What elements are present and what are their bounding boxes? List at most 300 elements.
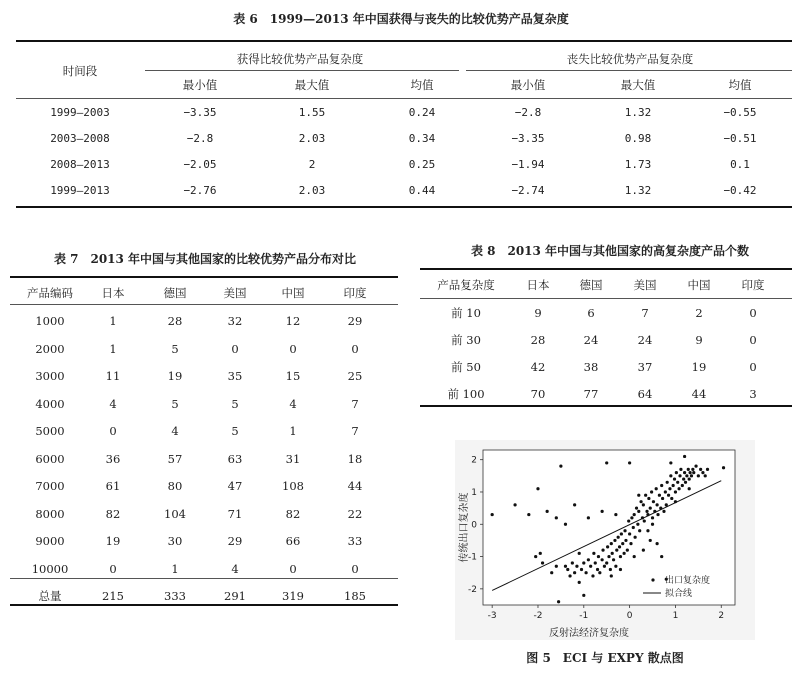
scatter-point: [603, 565, 606, 568]
scatter-point: [627, 519, 630, 522]
scatter-point: [491, 513, 494, 516]
table-8-bottom-rule: [420, 405, 792, 407]
table-6-cell-loss-max: 1.32: [624, 184, 652, 197]
scatter-point: [637, 494, 640, 497]
scatter-point: [620, 532, 623, 535]
scatter-point: [642, 549, 645, 552]
scatter-point: [592, 552, 595, 555]
table-7-header-cell: 日本: [101, 286, 125, 300]
scatter-point: [564, 565, 567, 568]
scatter-point: [584, 571, 587, 574]
scatter-point: [617, 536, 620, 539]
scatter-point: [678, 487, 681, 490]
table-7-cell: 0: [289, 561, 297, 576]
scatter-point: [653, 510, 656, 513]
table-8-header-cell: 中国: [687, 278, 711, 292]
table-7-cell: 7: [351, 396, 359, 411]
scatter-point: [644, 494, 647, 497]
scatter-point: [628, 461, 631, 464]
scatter-point: [688, 477, 691, 480]
scatter-point: [675, 471, 678, 474]
table-6-cell-loss-max: 1.73: [624, 158, 652, 171]
table-7-cell: 4: [171, 424, 179, 438]
table-7-header-rule: [10, 304, 398, 305]
table-6-cell-loss-mean: 0.1: [730, 158, 750, 171]
table-7-cell: 29: [227, 534, 243, 548]
table-8-cell: 0: [749, 306, 757, 320]
scatter-point: [650, 490, 653, 493]
table-6-header-loss-mean: 均值: [728, 78, 752, 92]
table-6-cell-loss-mean: −0.55: [723, 106, 757, 119]
table-7-cell: 19: [167, 369, 183, 383]
table-6-group-rule-gain: [145, 70, 459, 71]
table-7-cell: 5: [171, 396, 179, 411]
table-7-cell: 61: [105, 479, 121, 493]
scatter-point: [610, 574, 613, 577]
scatter-point: [555, 516, 558, 519]
scatter-point: [682, 477, 685, 480]
scatter-point: [688, 487, 691, 490]
scatter-point: [635, 507, 638, 510]
table-6-cell-loss-mean: −0.42: [723, 184, 757, 197]
table-8-cell: 28: [530, 333, 546, 347]
scatter-point: [668, 487, 671, 490]
scatter-point: [676, 481, 679, 484]
table-7-cell: 71: [227, 506, 243, 521]
scatter-point: [557, 600, 560, 603]
scatter-point: [614, 513, 617, 516]
table-7-cell: 12: [285, 314, 301, 328]
table-7-cell: 44: [347, 479, 363, 493]
table-6-cell-loss-max: 1.32: [624, 106, 652, 119]
scatter-point: [649, 507, 652, 510]
table-7-header-cell: 印度: [343, 286, 367, 300]
table-6-bottom-rule: [16, 206, 792, 208]
table-7-cell: 0: [231, 341, 239, 356]
table-6-top-rule: [16, 40, 792, 42]
figure-5-caption: 图 5 ECI 与 EXPY 散点图: [526, 651, 684, 665]
x-tick-label: 1: [672, 611, 679, 621]
scatter-point: [699, 468, 702, 471]
table-7-cell: 36: [105, 451, 121, 466]
table-7-caption: 表 7 2013 年中国与其他国家的比较优势产品分布对比: [53, 252, 357, 266]
table-7-cell: 18: [347, 451, 363, 466]
table-6-cell-gain-mean: 0.34: [408, 132, 436, 145]
scatter-point: [664, 490, 667, 493]
table-8-cell: 77: [583, 387, 599, 401]
table-8-header-rule: [420, 298, 792, 299]
table-7-header-cell: 美国: [223, 286, 247, 300]
scatter-point: [643, 519, 646, 522]
scatter-point: [587, 516, 590, 519]
scatter-point: [674, 500, 677, 503]
scatter-point: [534, 555, 537, 558]
table-7-cell: 32: [227, 314, 243, 328]
scatter-point: [687, 468, 690, 471]
table-6-cell-gain-min: −2.76: [183, 184, 217, 197]
y-tick-label: -2: [468, 584, 477, 595]
table-7-cell: 0: [289, 341, 297, 356]
scatter-point: [637, 510, 640, 513]
y-tick-label: -1: [468, 552, 477, 563]
x-tick-label: 0: [626, 611, 633, 621]
table-8-caption: 表 8 2013 年中国与其他国家的高复杂度产品个数: [470, 244, 750, 258]
table-6-cell-gain-min: −3.35: [183, 106, 217, 119]
table-6-header-gain-mean: 均值: [410, 78, 434, 92]
table-7-cell: 185: [344, 589, 366, 603]
scatter-point: [656, 542, 659, 545]
table-7-cell: 7000: [35, 479, 65, 493]
table-6-cell-gain-min: −2.05: [183, 158, 217, 171]
table-7-cell: 333: [164, 589, 186, 603]
table-8-cell: 38: [583, 360, 599, 374]
table-7-cell: 0: [109, 424, 117, 438]
scatter-point: [601, 510, 604, 513]
table-7-cell: 1000: [35, 314, 65, 328]
table-6-header-gain-max: 最大值: [294, 78, 330, 92]
table-6-cell-loss-min: −2.74: [511, 184, 545, 197]
scatter-point: [683, 471, 686, 474]
scatter-point: [614, 565, 617, 568]
table-8-cell: 前 100: [447, 387, 485, 401]
table-7-cell: 108: [282, 479, 304, 493]
table-7-header-cell: 产品编码: [27, 286, 73, 300]
table-7-total-rule: [10, 578, 398, 579]
table-7-cell: 7: [351, 424, 359, 438]
x-axis-label: 反射法经济复杂度: [549, 628, 629, 639]
scatter-point: [618, 545, 621, 548]
scatter-point: [660, 555, 663, 558]
table-7-cell: 215: [102, 589, 124, 603]
table-7-cell: 63: [227, 451, 243, 466]
scatter-point: [638, 529, 641, 532]
scatter-point: [613, 539, 616, 542]
table-7-cell: 5: [231, 424, 239, 438]
table-7-cell: 4000: [35, 396, 65, 411]
table-8-cell: 2: [695, 306, 703, 320]
scatter-point: [646, 529, 649, 532]
scatter-point: [619, 555, 622, 558]
scatter-point: [607, 555, 610, 558]
scatter-point: [546, 510, 549, 513]
scatter-point: [660, 484, 663, 487]
table-6-cell-period: 1999—2003: [50, 106, 110, 119]
scatter-point: [665, 503, 668, 506]
scatter-point: [623, 529, 626, 532]
table-7-cell: 66: [285, 534, 301, 548]
table-7-bottom-rule: [10, 604, 398, 606]
table-7-cell: 4: [289, 396, 297, 411]
table-7-cell: 6000: [35, 451, 65, 466]
scatter-point: [649, 539, 652, 542]
scatter-point: [578, 552, 581, 555]
scatter-point: [594, 561, 597, 564]
table-7-cell: 319: [282, 589, 304, 603]
scatter-point: [661, 497, 664, 500]
table-8-cell: 19: [691, 360, 707, 374]
scatter-point: [692, 471, 695, 474]
scatter-point: [697, 474, 700, 477]
scatter-point: [609, 568, 612, 571]
scatter-point: [628, 532, 631, 535]
y-tick-label: 0: [471, 520, 477, 531]
table-7-cell: 15: [285, 369, 301, 383]
scatter-point: [662, 510, 665, 513]
table-7-cell: 4: [231, 561, 239, 576]
scatter-point: [621, 542, 624, 545]
scatter-point: [605, 461, 608, 464]
scatter-point: [633, 513, 636, 516]
scatter-point: [690, 474, 693, 477]
table-7-cell: 28: [167, 314, 183, 328]
scatter-point: [536, 487, 539, 490]
scatter-point: [571, 561, 574, 564]
table-7-cell: 3000: [35, 369, 65, 383]
table-8-cell: 前 30: [451, 333, 481, 347]
scatter-point: [634, 536, 637, 539]
table-7-cell: 1: [109, 314, 117, 328]
scatter-point: [626, 549, 629, 552]
table-6-header-rule: [16, 98, 792, 99]
scatter-point: [575, 565, 578, 568]
x-tick-label: -2: [533, 611, 543, 621]
table-8-cell: 42: [530, 360, 546, 374]
scatter-point: [666, 481, 669, 484]
scatter-point: [651, 523, 654, 526]
scatter-point: [624, 539, 627, 542]
scatter-point: [619, 568, 622, 571]
table-8-cell: 44: [691, 387, 707, 401]
y-tick-label: 1: [471, 487, 477, 498]
table-7-cell: 29: [347, 314, 363, 328]
scatter-point: [639, 500, 642, 503]
y-axis-label: 传统出口复杂度: [459, 492, 470, 563]
table-7-cell: 1: [171, 561, 179, 576]
scatter-point: [630, 516, 633, 519]
table-7-cell: 25: [347, 369, 363, 383]
scatter-point: [615, 549, 618, 552]
table-7-cell: 30: [167, 534, 183, 548]
table-7-cell: 2000: [35, 341, 65, 356]
scatter-point: [642, 503, 645, 506]
scatter-point: [568, 574, 571, 577]
scatter-point: [539, 552, 542, 555]
table-8-cell: 37: [637, 360, 653, 374]
scatter-point: [633, 555, 636, 558]
table-7-header-cell: 中国: [281, 286, 305, 300]
table-7-cell: 291: [224, 589, 246, 603]
table-8-cell: 3: [749, 387, 757, 401]
scatter-point: [564, 523, 567, 526]
table-8-cell: 24: [637, 333, 653, 347]
table-8-header-cell: 德国: [579, 278, 603, 292]
scatter-point: [611, 552, 614, 555]
table-7-cell: 47: [227, 479, 243, 493]
table-7-cell: 9000: [35, 534, 65, 548]
scatter-point: [670, 497, 673, 500]
table-6-cell-period: 2008—2013: [50, 158, 110, 171]
scatter-point: [559, 465, 562, 468]
scatter-point: [655, 487, 658, 490]
scatter-point: [629, 542, 632, 545]
table-6-cell-loss-min: −3.35: [511, 132, 545, 145]
scatter-point: [646, 513, 649, 516]
scatter-point: [684, 481, 687, 484]
table-8-header-cell: 日本: [526, 278, 550, 292]
scatter-point: [605, 561, 608, 564]
scatter-point: [673, 477, 676, 480]
table-8-cell: 9: [695, 333, 703, 347]
table-8-cell: 70: [530, 387, 546, 401]
table-7-cell: 0: [351, 561, 359, 576]
scatter-point: [667, 494, 670, 497]
table-6-header-gain-min: 最小值: [182, 78, 218, 92]
table-7-cell: 5: [171, 341, 179, 356]
scatter-point: [587, 558, 590, 561]
table-6-cell-gain-max: 1.55: [298, 106, 326, 119]
scatter-point: [674, 490, 677, 493]
table-7-cell: 80: [167, 479, 183, 493]
scatter-point: [591, 574, 594, 577]
scatter-point: [573, 571, 576, 574]
table-7-cell: 8000: [35, 506, 65, 521]
table-8-cell: 7: [641, 306, 649, 320]
table-6-header-period: 时间段: [62, 64, 98, 78]
table-7-cell: 33: [347, 534, 363, 548]
scatter-point: [566, 568, 569, 571]
scatter-point: [656, 503, 659, 506]
table-7-cell: 31: [285, 451, 301, 466]
scatter-point: [601, 558, 604, 561]
scatter-point: [582, 594, 585, 597]
table-7-cell: 11: [105, 369, 121, 383]
scatter-point: [656, 513, 659, 516]
table-7-cell: 35: [227, 369, 243, 383]
table-6-header-loss-group: 丧失比较优势产品复杂度: [566, 52, 694, 66]
scatter-point: [541, 561, 544, 564]
table-7-cell: 4: [109, 396, 117, 411]
table-6-group-rule-loss: [466, 70, 792, 71]
scatter-point: [513, 503, 516, 506]
table-6-cell-gain-min: −2.8: [186, 132, 214, 145]
scatter-point: [578, 581, 581, 584]
table-7-cell: 1: [109, 341, 117, 356]
x-tick-label: -1: [579, 611, 589, 621]
table-7-top-rule: [10, 276, 398, 278]
y-tick-label: 2: [471, 455, 477, 466]
table-8-cell: 0: [749, 360, 757, 374]
scatter-point: [659, 507, 662, 510]
scatter-point: [645, 510, 648, 513]
legend-marker-points: [651, 578, 654, 581]
table-7-cell: 19: [105, 534, 121, 548]
table-8-cell: 0: [749, 333, 757, 347]
scatter-point: [601, 549, 604, 552]
scatter-point: [582, 561, 585, 564]
scatter-point: [685, 474, 688, 477]
table-7-cell: 104: [164, 506, 186, 521]
table-8-cell: 24: [583, 333, 599, 347]
scatter-point: [580, 568, 583, 571]
scatter-point: [651, 516, 654, 519]
table-6-cell-gain-max: 2.03: [298, 184, 326, 197]
scatter-point: [550, 571, 553, 574]
scatter-point: [691, 468, 694, 471]
scatter-point: [681, 484, 684, 487]
table-7-cell: 82: [105, 506, 121, 521]
scatter-point: [679, 468, 682, 471]
table-7-cell: 1: [289, 424, 297, 438]
table-6-cell-gain-max: 2: [308, 158, 316, 171]
table-6-cell-loss-max: 0.98: [624, 132, 652, 145]
table-8-cell: 6: [587, 306, 595, 320]
scatter-point: [722, 466, 725, 469]
table-6-cell-period: 2003—2008: [50, 132, 110, 145]
scatter-point: [688, 471, 691, 474]
scatter-point: [596, 568, 599, 571]
scatter-point: [658, 494, 661, 497]
scatter-point: [706, 468, 709, 471]
table-6-caption: 表 6 1999—2013 年中国获得与丧失的比较优势产品复杂度: [233, 12, 569, 26]
table-6-header-gain-group: 获得比较优势产品复杂度: [236, 52, 364, 66]
table-6-cell-gain-mean: 0.44: [408, 184, 436, 197]
scatter-point: [632, 526, 635, 529]
scatter-point: [694, 465, 697, 468]
table-6-cell-loss-min: −1.94: [511, 158, 545, 171]
scatter-point: [669, 474, 672, 477]
scatter-point: [612, 558, 615, 561]
scatter-point: [669, 461, 672, 464]
table-6-cell-gain-mean: 0.24: [408, 106, 436, 119]
table-7-cell: 5: [231, 396, 239, 411]
table-7-cell: 57: [167, 451, 183, 466]
table-8-header-cell: 美国: [633, 278, 657, 292]
table-8-cell: 9: [534, 306, 542, 320]
scatter-point: [672, 484, 675, 487]
table-6-header-loss-min: 最小值: [510, 78, 546, 92]
scatter-point: [573, 503, 576, 506]
scatter-point: [652, 500, 655, 503]
scatter-point: [647, 497, 650, 500]
x-tick-label: -3: [487, 611, 497, 621]
table-7-cell: 总量: [38, 589, 62, 603]
scatter-point: [589, 565, 592, 568]
table-6-cell-loss-mean: −0.51: [723, 132, 757, 145]
table-7-cell: 82: [285, 506, 301, 521]
table-6-cell-gain-mean: 0.25: [408, 158, 436, 171]
scatter-point: [683, 455, 686, 458]
scatter-point: [610, 542, 613, 545]
scatter-point: [678, 474, 681, 477]
table-8-header-cell: 产品复杂度: [437, 278, 495, 292]
scatter-point: [623, 552, 626, 555]
scatter-point: [597, 555, 600, 558]
figure-5-scatter-chart: [455, 440, 755, 640]
table-6-cell-period: 1999—2013: [50, 184, 110, 197]
table-7-header-cell: 德国: [163, 286, 187, 300]
scatter-point: [636, 523, 639, 526]
table-6-cell-loss-min: −2.8: [514, 106, 542, 119]
table-8-top-rule: [420, 268, 792, 270]
table-7-cell: 22: [347, 506, 363, 521]
scatter-point: [606, 545, 609, 548]
table-8-header-cell: 印度: [741, 278, 765, 292]
table-8-cell: 64: [637, 387, 653, 401]
table-7-cell: 0: [351, 341, 359, 356]
scatter-point: [527, 513, 530, 516]
table-7-cell: 10000: [31, 561, 69, 576]
scatter-point: [598, 571, 601, 574]
